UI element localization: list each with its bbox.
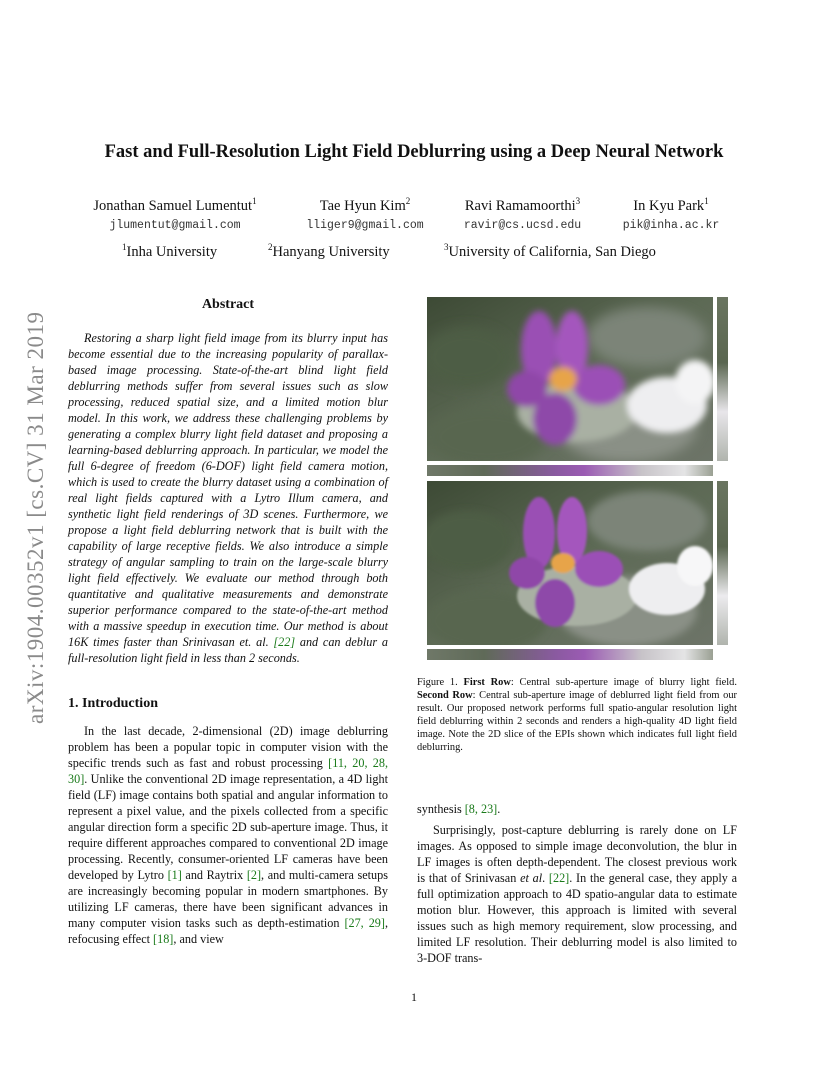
author-3: Ravi Ramamoorthi$^3$	[464, 196, 581, 214]
author-1-email[interactable]: jlumentut@gmail.com	[109, 219, 241, 232]
author-2: Tae Hyun Kim$^2$	[319, 196, 411, 214]
blurry-epi-horizontal	[427, 465, 713, 476]
citation-link[interactable]: [18]	[153, 932, 174, 946]
citation-link[interactable]: [1]	[167, 868, 182, 882]
right-column-paragraph: Surprisingly, post-capture deblurring is rarely done on LF images. As opposed to simple image deconvolution, the blur in LF images is often depth-dependent. The closest previous work is that of Srinivasan et al. [22]. In the general case, they apply a full optimization approach to 4D spatio-angular data to estimate motion blur. However, this approach is limited with several issues such as high memory requirement, slow processing, and limited LF resolution. Their deblurring model is also limited to 3-DOF trans-	[417, 823, 738, 965]
introduction-paragraph: In the last decade, 2-dimensional (2D) image deblurring problem has been a popular topic in computer vision with the specific trends such as fast and robust processing [11, 20, 28, 30]. Unlike the conventional 2D image representation, a 4D light field (LF) image contains both spatial and angular information to represent a pixel value, and the pixels collected from a specific angular direction form a specific 2D sub-aperture image. Thus, it require different approaches compared to conventional 2D image processing. Recently, consumer-oriented LF cameras have been developed by Lytro [1] and Raytrix [2], and multi-camera setups are increasingly becoming popular in modern smartphones. By utilizing LF cameras, there have been significant advances in many computer vision tasks such as depth-estimation [27, 29], refocusing effect [18], and view	[68, 724, 388, 946]
arxiv-identifier: arXiv:1904.00352v1 [cs.CV] 31 Mar 2019	[23, 311, 48, 724]
deblurred-flower-illustration	[427, 481, 713, 645]
blurry-light-field-image	[427, 297, 713, 461]
affiliation-3: $^3$University of California, San Diego	[444, 242, 656, 260]
affiliation-2: $^2$Hanyang University	[268, 242, 390, 260]
author-3-email[interactable]: ravir@cs.ucsd.edu	[463, 219, 582, 232]
citation-link[interactable]: [11, 20, 28, 30]	[68, 756, 388, 786]
citation-link[interactable]: [2]	[246, 868, 262, 882]
author-1: Jonathan Samuel Lumentut$^1$	[93, 196, 257, 214]
citation-link[interactable]: [8, 23]	[464, 802, 498, 816]
author-4-email[interactable]: pik@inha.ac.kr	[622, 219, 720, 232]
deblurred-epi-vertical	[717, 481, 728, 645]
citation-link[interactable]: [27, 29]	[344, 916, 385, 930]
paper-title: Fast and Full-Resolution Light Field Deblurring using a Deep Neural Network	[104, 142, 724, 162]
author-2-email[interactable]: lliger9@gmail.com	[306, 219, 424, 232]
abstract-heading: Abstract	[201, 297, 255, 312]
abstract-body: Restoring a sharp light field image from its blurry input has become essential due to the increasing popularity of parallax-based image processing. State-of-the-art blind light field deblurring methods suffer from several issues such as slow processing, reduced spatial size, and a limited motion blur model. In this work, we address these challenging problems by generating a complex blurry light field dataset and proposing a learning-based deblurring approach. In particular, we model the full 6-degree of freedom (6-DOF) light field camera motion, which is used to create the blurry dataset using a combination of real light fields captured with a Lytro Illum camera, and synthetic light field renderings of 3D scenes. Furthermore, we propose a light field deblurring network that is built with the capability of large receptive fields. We also introduce a simple strategy of angular sampling to train on the large-scale blurry light field effectively. We evaluate our method through both quantitative and qualitative measurements and demonstrate superior performance compared to the state-of-the-art method with a massive speedup in execution time. Our method is about 16K times faster than Srinivasan et. al. [22] and can deblur a full-resolution light field in less than 2 seconds.	[68, 331, 388, 665]
citation-link[interactable]: [22]	[273, 635, 296, 649]
deblurred-light-field-image	[427, 481, 713, 645]
introduction-heading: 1. Introduction	[68, 696, 158, 711]
deblurred-epi-horizontal	[427, 649, 713, 660]
blurry-epi-vertical	[717, 297, 728, 461]
blurry-flower-illustration	[427, 297, 713, 461]
figure-1-caption: Figure 1. First Row: Central sub-aperture image of blurry light field. Second Row: Central sub-aperture image of deblurred light field from our result. Our proposed network performs full spatio-angular resolution light field deblurring within 2 seconds and renders a high-quality 4D light field image. Note the 2D slice of the EPIs shown which indicates full light field deblurring.	[417, 677, 737, 753]
right-column-continuation: synthesis [8, 23].	[417, 802, 501, 816]
citation-link[interactable]: [22]	[548, 871, 570, 885]
author-4: In Kyu Park$^1$	[633, 196, 709, 214]
page-number: 1	[411, 990, 417, 1004]
affiliation-1: $^1$Inha University	[122, 242, 218, 260]
